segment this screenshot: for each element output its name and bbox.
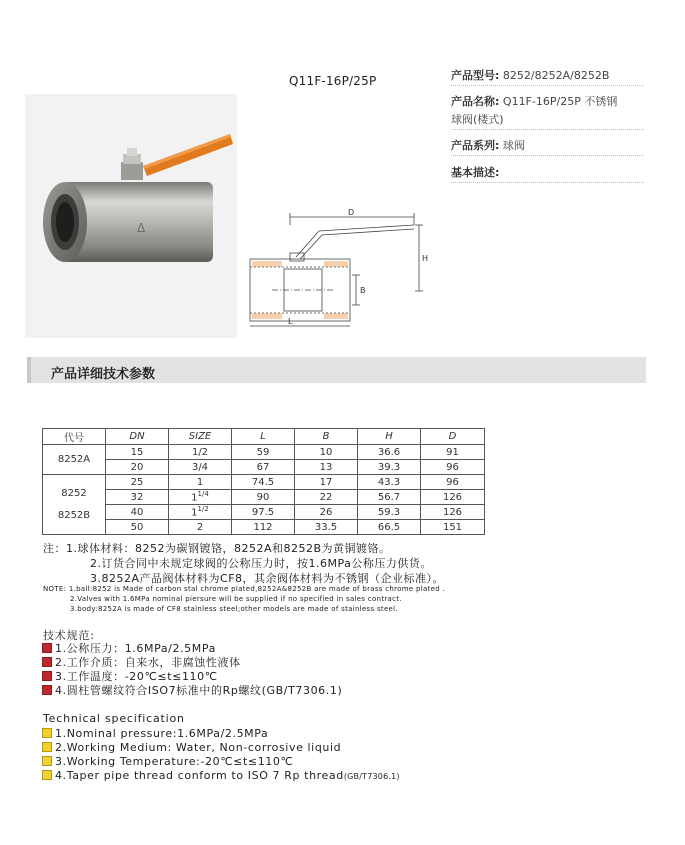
cell-dn: 50 [106,520,169,535]
tech-cn-heading: 技术规范: [43,629,95,642]
yellow-bullet-icon [42,770,52,780]
note-cn-3: 3.8252A产品阀体材料为CF8，其余阀体材料为不锈钢（企业标准）。 [90,572,445,585]
section-banner [27,357,646,383]
tech-en-text-4: 4.Taper pipe thread conform to ISO 7 Rp thread [55,769,344,782]
dim-label-l: L [288,317,293,326]
svg-text:Δ: Δ [137,221,146,235]
red-bullet-icon [42,657,52,667]
product-title: Q11F-16P/25P [289,74,377,88]
tech-cn-text-4: 4.圆柱管螺纹符合ISO7标准中的Rp螺纹(GB/T7306.1) [55,684,343,697]
size-whole: 1 [191,507,198,519]
table-row [43,505,485,520]
cell-b: 10 [295,445,358,460]
note-en-1: NOTE: 1.ball:8252 is Made of carbon stal chrome plated,8252A&8252B are made of brass chrome plated . [43,585,446,593]
th-size: SIZE [169,429,232,445]
cell-d: 126 [421,505,485,520]
tech-cn-item-4 [42,684,342,698]
note-cn-2: 2.订货合同中未规定球阀的公称压力时，按1.6MPa公称压力供货。 [90,557,432,570]
spec-model-label: 产品型号: [451,69,500,82]
red-bullet-icon [42,685,52,695]
size-whole: 1 [191,492,198,504]
dim-label-d: D [348,208,355,217]
ball-valve-photo [25,94,237,338]
cell-d: 126 [421,490,485,505]
tech-cn-item-3 [42,670,218,684]
spec-model-value: 8252/8252A/8252B [502,69,610,82]
model-b-line1: 8252 [61,488,87,499]
cell-b: 33.5 [295,520,358,535]
note-en-2: 2.Valves with 1.6MPa nominal piersure will be supplied if no specified in sales contract. [70,595,402,603]
model-cell-b [43,475,106,535]
tech-cn-item-1 [42,642,216,656]
th-l: L [232,429,295,445]
cell-l: 59 [232,445,295,460]
cell-l: 97.5 [232,505,295,520]
tech-en-text-4-small: (GB/T7306.1) [343,772,400,781]
table-row [43,520,485,535]
tech-en-item-4 [42,769,400,783]
spec-name-value: Q11F-16P/25P 不锈钢 [502,95,618,108]
cell-size: 2 [169,520,232,535]
cell-dn: 32 [106,490,169,505]
th-h: H [358,429,421,445]
cell-l: 112 [232,520,295,535]
table-row [43,475,485,490]
cell-h: 59.3 [358,505,421,520]
cell-l: 90 [232,490,295,505]
table-row [43,460,485,475]
spec-series-value: 球阀 [502,139,525,152]
cell-h: 66.5 [358,520,421,535]
dimension-drawing [244,195,434,330]
tech-en-text-2: 2.Working Medium: Water, Non-corrosive liquid [55,741,342,754]
tech-cn-text-1: 1.公称压力：1.6MPa/2.5MPa [55,642,216,655]
yellow-bullet-icon [42,756,52,766]
tech-en-item-1 [42,727,268,741]
table-row [43,490,485,505]
cell-b: 26 [295,505,358,520]
spec-name-label: 产品名称: [451,95,500,108]
tech-en-heading: Technical specification [43,712,185,725]
cell-dn: 15 [106,445,169,460]
cell-l: 67 [232,460,295,475]
section-banner-accent [27,357,31,383]
cell-size: 3/4 [169,460,232,475]
yellow-bullet-icon [42,728,52,738]
tech-en-text-3: 3.Working Temperature:-20℃≤t≤110℃ [55,755,294,768]
table-row [43,445,485,460]
dim-label-b: B [360,286,366,295]
spec-series-label: 产品系列: [451,139,500,152]
size-fraction: 1/2 [197,505,209,514]
cell-h: 56.7 [358,490,421,505]
parameter-table [42,428,485,535]
cell-d: 96 [421,460,485,475]
cell-dn: 25 [106,475,169,490]
spec-name [451,93,644,130]
tech-en-item-3 [42,755,293,769]
tech-cn-item-2 [42,656,241,670]
cell-b: 17 [295,475,358,490]
cell-h: 43.3 [358,475,421,490]
cell-d: 91 [421,445,485,460]
cell-b: 13 [295,460,358,475]
red-bullet-icon [42,643,52,653]
spec-description [451,164,644,183]
size-fraction: 1/4 [197,490,209,499]
cell-dn: 20 [106,460,169,475]
cell-h: 39.3 [358,460,421,475]
spec-series [451,137,644,156]
th-dn: DN [106,429,169,445]
valve-section-drawing [244,195,434,330]
cell-h: 36.6 [358,445,421,460]
section-title: 产品详细技术参数 [51,367,156,382]
th-b: B [295,429,358,445]
tech-cn-text-2: 2.工作介质：自来水，非腐蚀性液体 [55,656,241,669]
cell-l: 74.5 [232,475,295,490]
note-en-3: 3.body:8252A is made of CF8 stainless steel;other models are made of stainless steel. [70,605,398,613]
table-header-row [43,429,485,445]
yellow-bullet-icon [42,742,52,752]
product-photo [25,94,237,338]
spec-name-value-2: 球阀(楼式) [451,113,504,126]
cell-b: 22 [295,490,358,505]
cell-d: 96 [421,475,485,490]
tech-cn-text-3: 3.工作温度：-20℃≤t≤110℃ [55,670,218,683]
red-bullet-icon [42,671,52,681]
cell-size [169,490,232,505]
model-b-line2: 8252B [57,510,91,521]
th-code: 代号 [43,429,106,445]
tech-en-text-1: 1.Nominal pressure:1.6MPa/2.5MPa [55,727,269,740]
cell-size: 1/2 [169,445,232,460]
model-cell-a: 8252A [43,445,106,475]
dim-label-h: H [422,254,429,263]
cell-dn: 40 [106,505,169,520]
cell-size: 1 [169,475,232,490]
cell-d: 151 [421,520,485,535]
note-cn-1: 注：1.球体材料：8252为碳钢镀铬，8252A和8252B为黄铜镀铬。 [43,542,391,555]
th-d: D [421,429,485,445]
cell-size [169,505,232,520]
spec-description-label: 基本描述: [451,166,500,179]
tech-en-item-2 [42,741,341,755]
spec-model [451,67,644,86]
